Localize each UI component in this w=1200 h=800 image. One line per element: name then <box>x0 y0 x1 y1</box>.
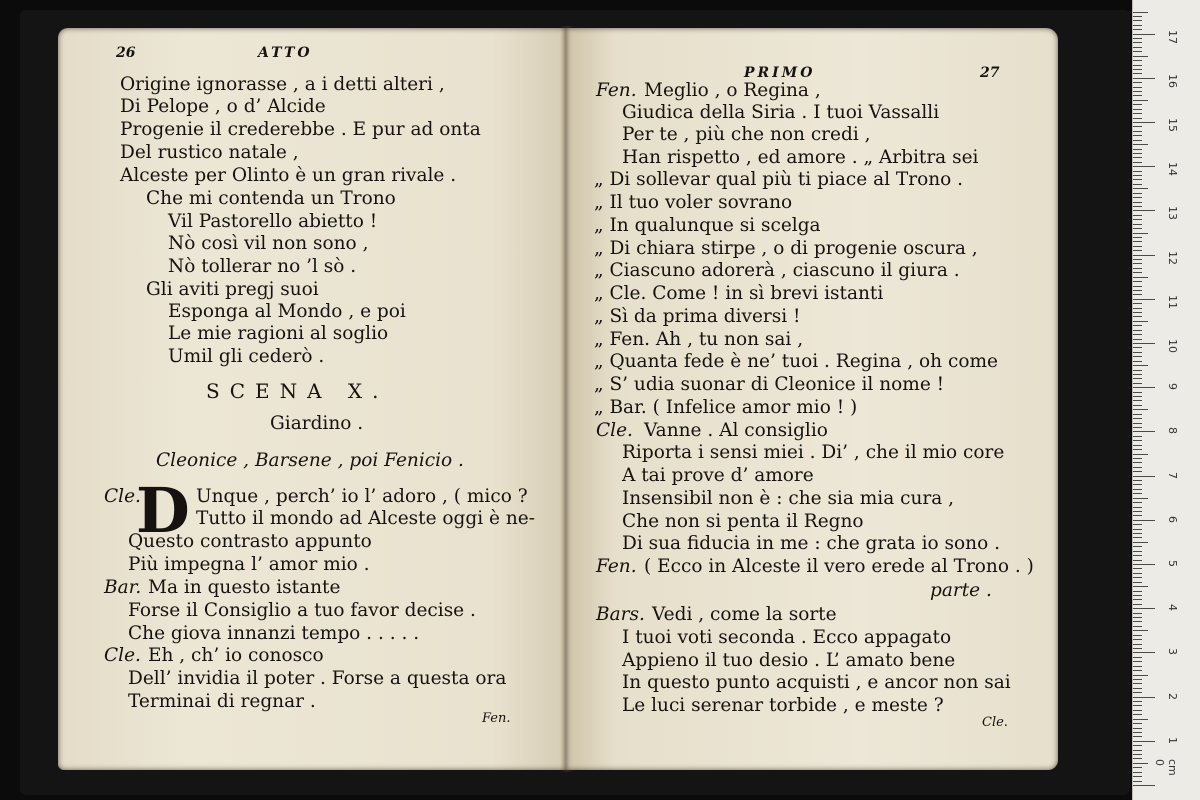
ruler-tick <box>1133 728 1142 729</box>
ruler-tick <box>1133 82 1142 83</box>
text-line: Che non si penta il Regno <box>622 511 864 532</box>
ruler-tick <box>1133 268 1142 269</box>
ruler-tick <box>1133 666 1142 667</box>
ruler-tick <box>1133 776 1142 777</box>
ruler-tick <box>1133 78 1155 79</box>
ruler-tick <box>1133 290 1142 291</box>
dialogue-line: Forse il Consiglio a tuo favor decise . <box>128 600 476 621</box>
text-line: „ Quanta fede è ne’ tuoi . Regina , oh come <box>594 351 998 372</box>
drop-cap: D <box>136 474 190 547</box>
text-line: Nò tollerar no ’l sò . <box>168 256 357 277</box>
dialogue-line: Più impegna l’ amor mio . <box>128 554 370 575</box>
text-line: In questo punto acquisti , e ancor non sai <box>622 672 1011 693</box>
ruler-tick <box>1133 286 1142 287</box>
ruler-tick <box>1133 228 1142 229</box>
ruler-label: 14 <box>1166 162 1179 177</box>
ruler-tick <box>1133 179 1142 180</box>
ruler-label: 10 <box>1166 339 1179 353</box>
ruler-tick <box>1133 719 1148 720</box>
text-line: Per te , più che non credi , <box>622 124 871 145</box>
ruler-tick <box>1133 670 1142 671</box>
ruler-label: 3 <box>1166 648 1179 656</box>
ruler-tick <box>1133 175 1142 176</box>
ruler-tick <box>1133 436 1142 437</box>
ruler-tick <box>1133 736 1142 737</box>
text-line: Nò così vil non sono , <box>168 233 369 254</box>
ruler-tick <box>1133 87 1142 88</box>
ruler-tick <box>1133 38 1142 39</box>
ruler-tick <box>1133 69 1142 70</box>
ruler-tick <box>1133 356 1142 357</box>
ruler-tick <box>1133 16 1142 17</box>
ruler-tick <box>1133 688 1142 689</box>
ruler-tick <box>1133 171 1142 172</box>
ruler-tick <box>1133 202 1142 203</box>
ruler-tick <box>1133 639 1142 640</box>
ruler-label: 6 <box>1166 515 1179 523</box>
ruler-tick <box>1133 370 1142 371</box>
ruler-tick <box>1133 781 1142 782</box>
ruler-tick <box>1133 493 1142 494</box>
ruler-tick <box>1133 206 1142 207</box>
speaker-label: Fen. <box>596 556 637 577</box>
ruler-tick <box>1133 754 1142 755</box>
ruler-label: 8 <box>1166 427 1179 435</box>
ruler-tick <box>1133 577 1142 578</box>
ruler-tick <box>1133 529 1142 530</box>
ruler-tick <box>1133 555 1142 556</box>
ruler-tick <box>1133 498 1148 499</box>
ruler-tick <box>1133 661 1142 662</box>
ruler-label: cm 0 <box>1153 759 1179 776</box>
ruler-tick <box>1133 471 1142 472</box>
text-line: ( Ecco in Alceste il vero erede al Trono . ) <box>644 556 1034 577</box>
ruler-tick <box>1133 723 1142 724</box>
ruler-tick <box>1133 697 1155 698</box>
ruler-tick <box>1133 197 1142 198</box>
ruler-tick <box>1133 573 1142 574</box>
ruler-tick <box>1133 330 1142 331</box>
text-line: Origine ignorasse , a i detti alteri , <box>120 74 445 95</box>
text-line: „ Bar. ( Infelice amor mio ! ) <box>594 397 858 418</box>
ruler-tick <box>1133 259 1142 260</box>
ruler-tick <box>1133 714 1142 715</box>
ruler-tick <box>1133 431 1155 432</box>
dialogue-line: Dell’ invidia il poter . Forse a questa ora <box>128 668 507 689</box>
ruler-tick <box>1133 414 1142 415</box>
ruler-tick <box>1133 489 1142 490</box>
ruler-tick <box>1133 131 1142 132</box>
ruler-tick <box>1133 51 1142 52</box>
ruler-tick <box>1133 392 1142 393</box>
ruler-tick <box>1133 263 1142 264</box>
ruler-tick <box>1133 95 1142 96</box>
ruler-tick <box>1133 281 1142 282</box>
ruler-tick <box>1133 785 1155 786</box>
ruler-tick <box>1133 316 1142 317</box>
speaker-label: Cle. <box>596 420 633 441</box>
ruler-tick <box>1133 515 1142 516</box>
ruler-tick <box>1133 396 1142 397</box>
ruler-tick <box>1133 272 1142 273</box>
text-line: Vedi , come la sorte <box>652 604 837 625</box>
text-line: „ Di chiara stirpe , o di progenie oscura , <box>594 238 978 259</box>
ruler-label: 2 <box>1166 692 1179 700</box>
ruler-tick <box>1133 255 1155 256</box>
dialogue-line: Terminai di regnar . <box>128 691 316 712</box>
ruler-tick <box>1133 595 1142 596</box>
ruler-tick <box>1133 140 1142 141</box>
ruler-tick <box>1133 321 1148 322</box>
ruler-label: 11 <box>1166 294 1179 309</box>
ruler-tick <box>1133 449 1142 450</box>
ruler-tick <box>1133 644 1142 645</box>
ruler-tick <box>1133 454 1148 455</box>
ruler-tick <box>1133 277 1148 278</box>
ruler-tick <box>1133 303 1142 304</box>
ruler-tick <box>1133 533 1142 534</box>
ruler-tick <box>1133 250 1142 251</box>
speaker-label: Bar. <box>104 577 142 598</box>
ruler-tick <box>1133 237 1142 238</box>
ruler-tick <box>1133 193 1142 194</box>
text-line: Gli aviti pregj suoi <box>146 279 319 300</box>
ruler-tick <box>1133 630 1148 631</box>
page-number-left: 26 <box>116 45 136 61</box>
ruler-tick <box>1133 741 1155 742</box>
ruler-tick <box>1133 537 1142 538</box>
ruler-tick <box>1133 352 1142 353</box>
ruler-tick <box>1133 91 1142 92</box>
catchword: Fen. <box>482 711 511 726</box>
ruler-tick <box>1133 118 1142 119</box>
ruler-tick <box>1133 520 1155 521</box>
ruler-tick <box>1133 617 1142 618</box>
ruler-tick <box>1133 339 1142 340</box>
ruler-tick <box>1133 582 1142 583</box>
ruler-tick <box>1133 608 1155 609</box>
ruler-label: 7 <box>1166 471 1179 479</box>
ruler-label: 9 <box>1166 383 1179 391</box>
ruler-tick <box>1133 621 1142 622</box>
scene-title: SCENA X. <box>206 379 389 403</box>
ruler-tick <box>1133 378 1142 379</box>
ruler-tick <box>1133 157 1142 158</box>
text-line: „ Fen. Ah , tu non sai , <box>594 329 804 350</box>
ruler-tick <box>1133 12 1148 13</box>
ruler-tick <box>1133 524 1142 525</box>
running-head-left: ATTO <box>258 45 313 61</box>
text-line: Progenie il crederebbe . E pur ad onta <box>120 119 481 140</box>
ruler-tick <box>1133 542 1148 543</box>
ruler-tick <box>1133 188 1148 189</box>
ruler-tick <box>1133 445 1142 446</box>
ruler-tick <box>1133 184 1142 185</box>
measurement-ruler <box>1132 0 1200 800</box>
ruler-tick <box>1133 241 1142 242</box>
ruler-tick <box>1133 427 1142 428</box>
dialogue-line: Che giova innanzi tempo . . . . . <box>128 623 420 644</box>
ruler-tick <box>1133 767 1142 768</box>
scene-characters: Cleonice , Barsene , poi Fenicio . <box>156 450 464 471</box>
ruler-tick <box>1133 440 1142 441</box>
ruler-tick <box>1133 772 1142 773</box>
ruler-tick <box>1133 613 1142 614</box>
ruler-tick <box>1133 149 1142 150</box>
ruler-tick <box>1133 361 1142 362</box>
ruler-tick <box>1133 652 1155 653</box>
ruler-label: 17 <box>1166 29 1179 44</box>
text-line: „ Ciascuno adorerà , ciascuno il giura . <box>594 260 960 281</box>
ruler-tick <box>1133 233 1148 234</box>
ruler-tick <box>1133 484 1142 485</box>
ruler-tick <box>1133 100 1148 101</box>
ruler-tick <box>1133 675 1148 676</box>
ruler-tick <box>1133 299 1155 300</box>
ruler-tick <box>1133 657 1142 658</box>
ruler-tick <box>1133 626 1142 627</box>
left-page <box>58 28 568 770</box>
dialogue-line: Questo contrasto appunto <box>128 531 372 552</box>
ruler-tick <box>1133 374 1142 375</box>
ruler-tick <box>1133 750 1142 751</box>
ruler-tick <box>1133 383 1142 384</box>
ruler-tick <box>1133 604 1142 605</box>
text-line: Le luci serenar torbide , e meste ? <box>622 695 944 716</box>
ruler-tick <box>1133 109 1142 110</box>
ruler-tick <box>1133 219 1142 220</box>
ruler-tick <box>1133 25 1142 26</box>
ruler-tick <box>1133 705 1142 706</box>
ruler-tick <box>1133 458 1142 459</box>
dialogue-line: Unque , perch’ io l’ adoro , ( mico ? <box>196 486 528 507</box>
ruler-tick <box>1133 758 1142 759</box>
ruler-tick <box>1133 405 1142 406</box>
text-line: Vanne . Al consiglio <box>644 420 828 441</box>
text-line: „ Sì da prima diversi ! <box>594 306 801 327</box>
speaker-label: Cle. <box>104 486 141 507</box>
text-line: Giudica della Siria . I tuoi Vassalli <box>622 102 940 123</box>
ruler-tick <box>1133 73 1142 74</box>
text-line: Alceste per Olinto è un gran rivale . <box>120 165 457 186</box>
right-page-text <box>566 28 1058 770</box>
ruler-tick <box>1133 308 1142 309</box>
ruler-tick <box>1133 215 1142 216</box>
text-line: Che mi contenda un Trono <box>146 188 396 209</box>
left-page-text <box>58 28 568 770</box>
ruler-label: 1 <box>1166 736 1179 744</box>
ruler-tick <box>1133 365 1148 366</box>
ruler-tick <box>1133 210 1155 211</box>
ruler-tick <box>1133 166 1155 167</box>
text-line: Di sua fiducia in me : che grata io sono . <box>622 533 1000 554</box>
text-line: „ Di sollevar qual più ti piace al Trono . <box>594 169 964 190</box>
ruler-tick <box>1133 47 1142 48</box>
ruler-tick <box>1133 745 1142 746</box>
ruler-label: 5 <box>1166 560 1179 567</box>
dialogue-line: Eh , ch’ io conosco <box>148 645 324 666</box>
ruler-tick <box>1133 701 1142 702</box>
ruler-tick <box>1133 467 1142 468</box>
ruler-tick <box>1133 732 1142 733</box>
text-line: „ Il tuo voler sovrano <box>594 192 793 213</box>
text-line: Di Pelope , o d’ Alcide <box>120 96 326 117</box>
ruler-tick <box>1133 104 1142 105</box>
ruler-tick <box>1133 144 1148 145</box>
ruler-tick <box>1133 507 1142 508</box>
running-head-right: PRIMO <box>744 65 816 81</box>
ruler-tick <box>1133 153 1142 154</box>
ruler-label: 4 <box>1166 604 1179 612</box>
ruler-tick <box>1133 683 1142 684</box>
ruler-tick <box>1133 462 1142 463</box>
ruler-label: 15 <box>1166 118 1179 132</box>
text-line: Le mie ragioni al soglio <box>168 323 389 344</box>
ruler-tick <box>1133 511 1142 512</box>
text-line: Vil Pastorello abietto ! <box>168 211 378 232</box>
ruler-tick <box>1133 564 1155 565</box>
scene-setting: Giardino . <box>270 413 364 434</box>
ruler-tick <box>1133 20 1142 21</box>
text-line: I tuoi voti seconda . Ecco appagato <box>622 627 952 648</box>
ruler-tick <box>1133 347 1142 348</box>
dialogue-line: Ma in questo istante <box>148 577 341 598</box>
text-line: Umil gli cederò . <box>168 346 325 367</box>
ruler-tick <box>1133 29 1142 30</box>
ruler-tick <box>1133 113 1142 114</box>
ruler-tick <box>1133 387 1155 388</box>
ruler-tick <box>1133 502 1142 503</box>
ruler-tick <box>1133 56 1148 57</box>
stage-direction: parte . <box>930 580 992 601</box>
ruler-tick <box>1133 423 1142 424</box>
ruler-tick <box>1133 586 1148 587</box>
text-line: Riporta i sensi miei . Di’ , che il mio core <box>622 442 1005 463</box>
text-line: Han rispetto , ed amore . „ Arbitra sei <box>622 147 979 168</box>
ruler-tick <box>1133 679 1142 680</box>
ruler-tick <box>1133 334 1142 335</box>
ruler-tick <box>1133 135 1142 136</box>
text-line: Appieno il tuo desio . L’ amato bene <box>622 650 956 671</box>
ruler-tick <box>1133 692 1142 693</box>
ruler-tick <box>1133 710 1142 711</box>
ruler-tick <box>1133 551 1142 552</box>
dialogue-line: Tutto il mondo ad Alceste oggi è ne- <box>196 508 535 529</box>
speaker-label: Bars. <box>596 604 645 625</box>
ruler-tick <box>1133 560 1142 561</box>
ruler-tick <box>1133 635 1142 636</box>
text-line: A tai prove d’ amore <box>622 465 814 486</box>
text-line: Del rustico natale , <box>120 142 299 163</box>
text-line: „ In qualunque si scelga <box>594 215 821 236</box>
ruler-tick <box>1133 122 1155 123</box>
ruler-label: 16 <box>1166 73 1179 88</box>
ruler-label: 13 <box>1166 206 1179 221</box>
ruler-tick <box>1133 763 1148 764</box>
text-line: „ S’ udia suonar di Cleonice il nome ! <box>594 374 945 395</box>
ruler-tick <box>1133 60 1142 61</box>
right-page <box>566 28 1058 770</box>
ruler-tick <box>1133 599 1142 600</box>
ruler-tick <box>1133 418 1142 419</box>
ruler-tick <box>1133 224 1142 225</box>
ruler-tick <box>1133 400 1142 401</box>
text-line: Esponga al Mondo , e poi <box>168 301 406 322</box>
ruler-tick <box>1133 648 1142 649</box>
ruler-tick <box>1133 325 1142 326</box>
text-line: Insensibil non è : che sia mia cura , <box>622 488 955 509</box>
ruler-tick <box>1133 476 1155 477</box>
ruler-tick <box>1133 126 1142 127</box>
catchword: Cle. <box>982 715 1008 730</box>
speaker-label: Cle. <box>104 645 141 666</box>
ruler-tick <box>1133 162 1142 163</box>
ruler-label: 12 <box>1166 250 1179 265</box>
speaker-label: Fen. <box>596 80 637 101</box>
ruler-tick <box>1133 568 1142 569</box>
ruler-tick <box>1133 591 1142 592</box>
ruler-tick <box>1133 546 1142 547</box>
text-line: Meglio , o Regina , <box>644 80 821 101</box>
ruler-tick <box>1133 42 1142 43</box>
ruler-tick <box>1133 34 1155 35</box>
ruler-tick <box>1133 343 1155 344</box>
ruler-tick <box>1133 409 1148 410</box>
ruler-tick <box>1133 480 1142 481</box>
ruler-tick <box>1133 294 1142 295</box>
ruler-tick <box>1133 246 1142 247</box>
ruler-tick <box>1133 312 1142 313</box>
text-line: „ Cle. Come ! in sì brevi istanti <box>594 283 884 304</box>
ruler-tick <box>1133 65 1142 66</box>
page-number-right: 27 <box>980 65 1000 81</box>
